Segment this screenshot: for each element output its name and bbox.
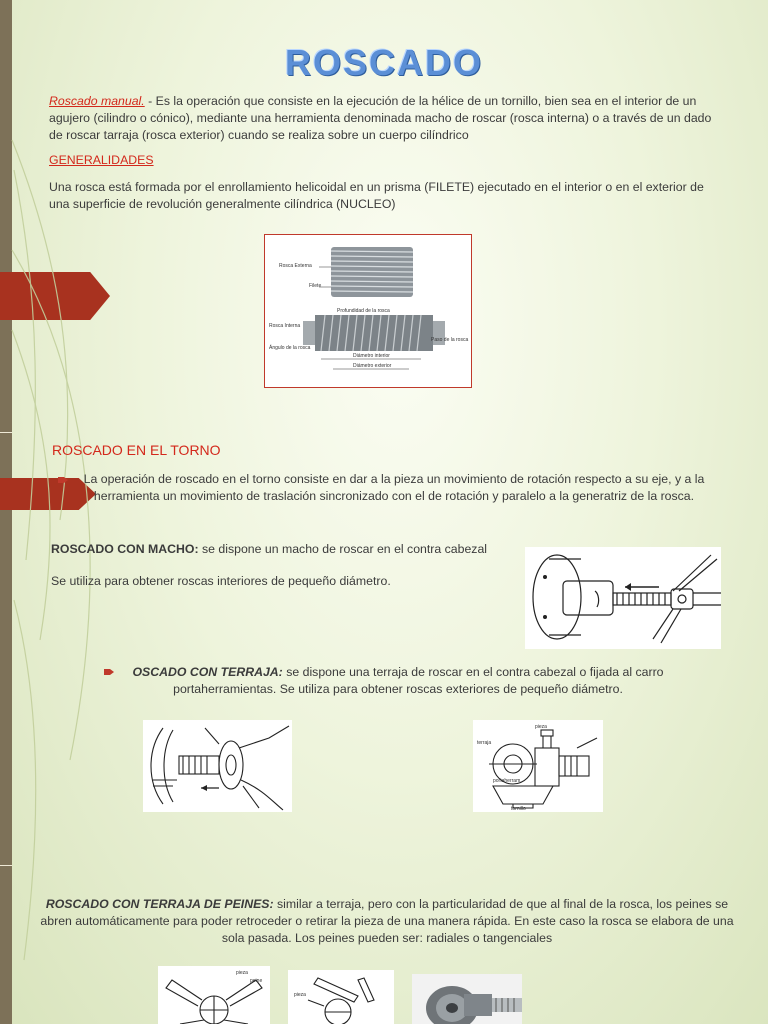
- macho-text: se dispone un macho de roscar en el contra cabezal: [198, 542, 488, 556]
- internal-thread-illustration: [303, 315, 445, 351]
- intro-paragraph: [49, 93, 717, 144]
- label-profundidad: Profundidad de la rosca: [337, 308, 390, 314]
- label-tornillo: tornillo: [511, 806, 526, 812]
- generalidades-heading: GENERALIDADES: [49, 153, 154, 167]
- page-title: ROSCADO: [284, 42, 483, 83]
- label-diametro-exterior: Diámetro exterior: [353, 363, 392, 369]
- label-portaherramientas: portaherram.: [493, 778, 522, 784]
- label-pieza-radial: pieza: [236, 970, 248, 976]
- label-pieza-tangencial: pieza: [294, 992, 306, 998]
- label-terraja: terraja: [477, 740, 492, 746]
- peines-text: similar a terraja, pero con la particularidad de que al final de la rosca, los peines se abren automáticamente para poder retroceder o retirar la pieza de una manera rápida. En este caso la rosca se elabora de una sola pasada. Los peines pueden ser: radiales o tangenciales: [40, 897, 734, 945]
- radial-comb-figure: [158, 966, 270, 1024]
- peines-label: ROSCADO CON TERRAJA DE PEINES:: [45, 897, 274, 911]
- label-paso: Paso de la rosca: [431, 337, 469, 343]
- generalidades-text: Una rosca está formada por el enrollamiento helicoidal en un prisma (FILETE) ejecutado en el interior o en el exterior de una superficie de revolución generalmente cilíndrica (NUCLEO): [49, 180, 704, 211]
- label-rosca-externa: Rosca Externa: [279, 263, 312, 269]
- label-filete: Filete: [309, 283, 322, 289]
- torno-heading: ROSCADO EN EL TORNO: [52, 442, 221, 458]
- tangential-comb-figure: [288, 970, 394, 1024]
- external-thread-illustration: [331, 247, 413, 297]
- label-pieza: pieza: [535, 724, 547, 730]
- die-holder-figure: [473, 720, 603, 812]
- label-peine-radial: peine: [250, 978, 263, 984]
- intro-text: - Es la operación que consiste en la ejecución de la hélice de un tornillo, bien sea en el interior de un agujero (cilindro o cónico), mediante una herramienta denominada macho de roscar (rosca interna) o a través de un dado de roscar tarraja (rosca exterior) cuando se realiza sobre un cuerpo cilíndrico: [49, 94, 712, 142]
- label-rosca-interna: Rosca Interna: [269, 323, 301, 329]
- peines-paragraph: [34, 896, 740, 947]
- terraja-paragraph: [118, 664, 678, 698]
- intro-label: Roscado manual.: [49, 94, 145, 108]
- macho-paragraph: [51, 541, 511, 558]
- torno-text: La operación de roscado en el torno consiste en dar a la pieza un movimiento de rotación respecto a su eje, y a la herramienta un movimiento de traslación sincronizado con el de rotación y paralelo a la generatriz de la rosca.: [83, 472, 705, 503]
- die-lathe-figure: [143, 720, 292, 812]
- die-head-figure: [412, 974, 522, 1024]
- thread-diagram: [264, 234, 472, 388]
- macho-label: ROSCADO CON MACHO:: [51, 542, 199, 556]
- terraja-label: OSCADO CON TERRAJA:: [132, 665, 283, 679]
- label-angulo: Ángulo de la rosca: [269, 345, 311, 351]
- label-diametro-interior: Diámetro interior: [353, 353, 390, 359]
- tap-lathe-figure: [525, 547, 721, 649]
- macho-text-2: Se utiliza para obtener roscas interiores de pequeño diámetro.: [51, 574, 391, 588]
- terraja-text: se dispone una terraja de roscar en el contra cabezal o fijada al carro portaherramientas. Se utiliza para obtener roscas exteriores de pequeño diámetro.: [173, 665, 664, 696]
